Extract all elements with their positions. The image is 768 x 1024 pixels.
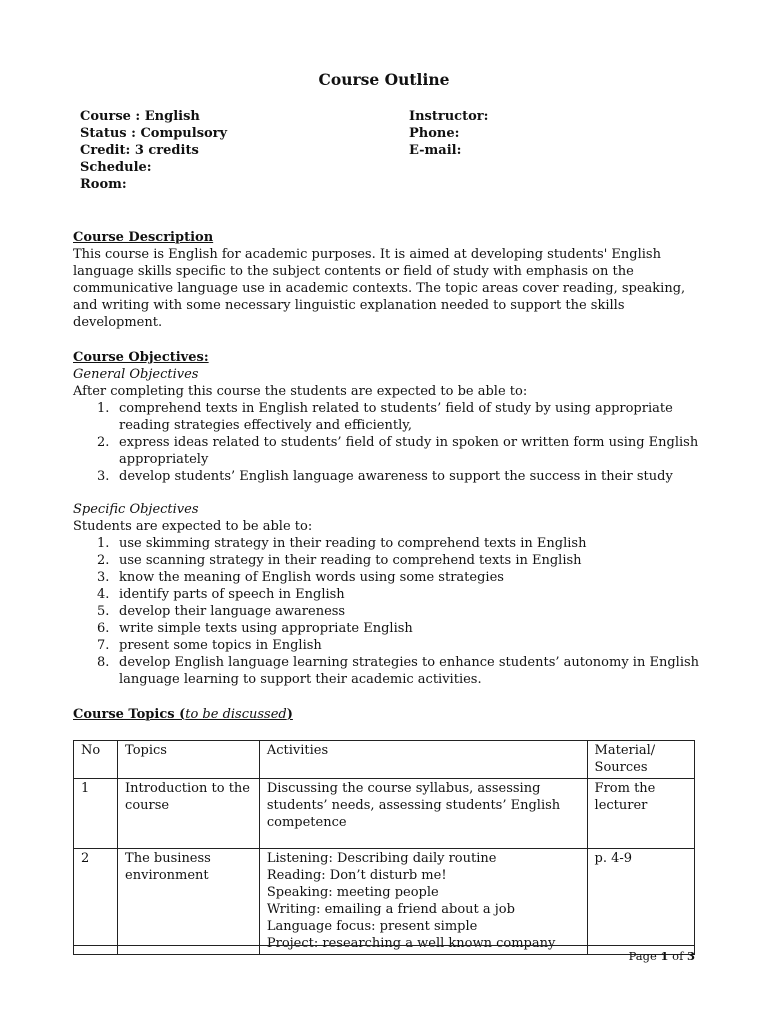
list-number: 1. [97, 401, 110, 416]
list-number: 5. [97, 604, 110, 619]
list-number: 4. [97, 587, 110, 602]
row-material: p. 4-9 [587, 849, 694, 955]
list-item [73, 586, 695, 603]
activity-line: Project: researching a well known company [266, 936, 556, 951]
description-line: communicative language use in academic contexts. The topic areas cover reading, speaking, [73, 281, 686, 296]
topics-heading-italic: to be discussed [185, 707, 287, 722]
column-header-no: No [74, 741, 118, 779]
row-no: 1 [74, 779, 118, 849]
email-field: E-mail: [409, 143, 462, 158]
course-info-right [409, 108, 488, 159]
room-field: Room: [80, 177, 127, 192]
status-field: Status : Compulsory [80, 126, 228, 141]
list-item-text: know the meaning of English words using some strategies [119, 570, 504, 585]
topics-heading-prefix: Course Topics ( [73, 707, 186, 722]
column-header-activities: Activities [259, 741, 587, 779]
description-line: and writing with some necessary linguistic explanation needed to support the skills [73, 298, 625, 313]
activity-line: Listening: Describing daily routine [266, 851, 497, 866]
description-line: development. [73, 315, 163, 330]
list-number: 1. [97, 536, 110, 551]
list-item [73, 620, 695, 637]
page-title: Course Outline [318, 70, 450, 89]
instructor-field: Instructor: [409, 109, 489, 124]
list-item-text: develop their language awareness [119, 604, 346, 619]
list-number: 3. [97, 570, 110, 585]
table-row [74, 779, 695, 849]
row-material: From the lecturer [587, 779, 694, 849]
list-number: 2. [97, 435, 110, 450]
list-item [73, 552, 695, 569]
list-item-text: develop students’ English language awareness to support the success in their study [119, 469, 673, 484]
row-activities [259, 849, 587, 955]
course-objectives-section [73, 349, 699, 485]
list-item-text: use scanning strategy in their reading to comprehend texts in English [119, 553, 582, 568]
footer-divider [73, 945, 695, 946]
course-description-heading: Course Description [73, 230, 214, 245]
list-item-text: appropriately [119, 452, 209, 467]
course-description-section [73, 229, 695, 331]
list-item [73, 654, 700, 688]
column-header-material: Material/ Sources [587, 741, 694, 779]
column-header-topics: Topics [118, 741, 260, 779]
list-number: 6. [97, 621, 110, 636]
list-number: 8. [97, 655, 110, 670]
specific-objectives-list [73, 535, 700, 688]
specific-objectives-intro: Students are expected to be able to: [73, 519, 313, 534]
list-item [73, 637, 695, 654]
row-topic: Introduction to the course [118, 779, 260, 849]
phone-field: Phone: [409, 126, 460, 141]
list-item [73, 468, 695, 485]
list-item [73, 603, 695, 620]
list-item-text: write simple texts using appropriate English [119, 621, 413, 636]
row-topic: The business environment [118, 849, 260, 955]
list-item [73, 535, 695, 552]
list-number: 2. [97, 553, 110, 568]
activity-line: Speaking: meeting people [266, 885, 439, 900]
row-activities: Discussing the course syllabus, assessing students’ needs, assessing students’ English competence [259, 779, 587, 849]
specific-objectives-label: Specific Objectives [73, 502, 199, 517]
course-topics-heading [73, 706, 695, 723]
list-item-text: language learning to support their academic activities. [119, 672, 482, 687]
list-number: 7. [97, 638, 110, 653]
topics-heading-suffix: ) [286, 707, 293, 722]
list-item-text: use skimming strategy in their reading to comprehend texts in English [119, 536, 587, 551]
description-line: language skills specific to the subject contents or field of study with emphasis on the [73, 264, 634, 279]
activity-line: Reading: Don’t disturb me! [266, 868, 447, 883]
table-header-row [74, 741, 695, 779]
general-objectives-label: General Objectives [73, 367, 199, 382]
list-item-text: reading strategies effectively and efficiently, [119, 418, 412, 433]
course-objectives-heading: Course Objectives: [73, 350, 209, 365]
list-item [73, 400, 695, 434]
list-item-text: present some topics in English [119, 638, 322, 653]
total-pages: 3 [686, 949, 695, 963]
general-objectives-list [73, 400, 699, 485]
list-item-text: identify parts of speech in English [119, 587, 345, 602]
list-item-text: develop English language learning strategies to enhance students’ autonomy in English [119, 655, 700, 670]
list-item [73, 434, 699, 468]
course-topics-table [73, 740, 695, 955]
course-info-left [80, 108, 227, 193]
footer-middle: of [668, 949, 687, 963]
credit-field: Credit: 3 credits [80, 143, 199, 158]
page-footer [629, 948, 695, 965]
activity-line: Language focus: present simple [266, 919, 478, 934]
row-no: 2 [74, 849, 118, 955]
list-number: 3. [97, 469, 110, 484]
footer-prefix: Page [628, 949, 661, 963]
list-item-text: comprehend texts in English related to students’ field of study by using appropriate [119, 401, 673, 416]
list-item-text: express ideas related to students’ field of study in spoken or written form using English [119, 435, 699, 450]
description-line: This course is English for academic purposes. It is aimed at developing students' English [73, 247, 661, 262]
specific-objectives-section [73, 501, 700, 688]
activity-line: Writing: emailing a friend about a job [266, 902, 515, 917]
table-row [74, 849, 695, 955]
current-page: 1 [660, 949, 669, 963]
schedule-field: Schedule: [80, 160, 152, 175]
course-field: Course : English [80, 109, 200, 124]
general-objectives-intro: After completing this course the students are expected to be able to: [73, 384, 528, 399]
list-item [73, 569, 695, 586]
